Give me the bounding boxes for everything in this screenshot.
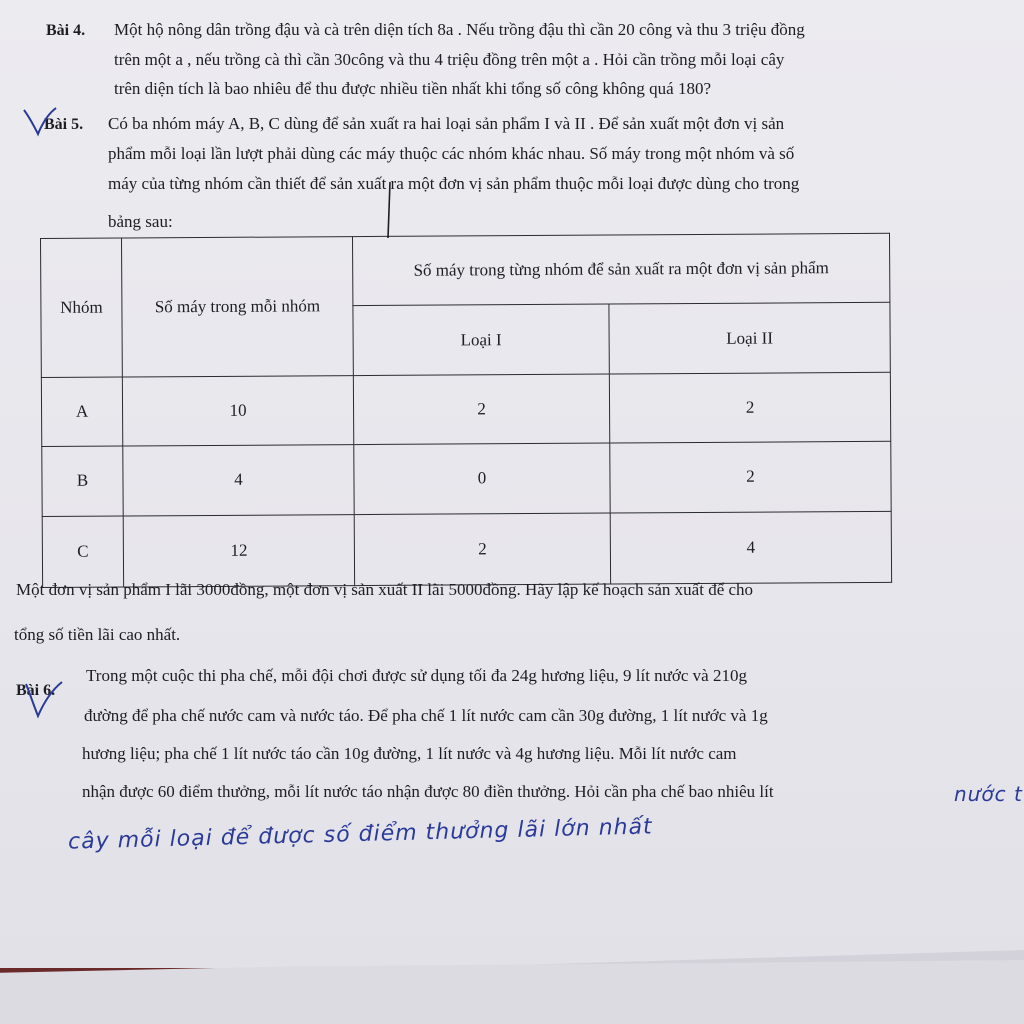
problem-6-line-2: đường để pha chế nước cam và nước táo. Để pha chế 1 lít nước cam cần 30g đường, 1 lít nước và 1g bbox=[84, 706, 768, 725]
cell-group: A bbox=[41, 377, 122, 447]
problem-6-label: Bài 6. bbox=[16, 682, 56, 699]
problem-5-line-4: bảng sau: bbox=[108, 212, 173, 231]
header-per-unit: Số máy trong từng nhóm để sản xuất ra một đơn vị sản phẩm bbox=[352, 233, 889, 306]
problem-5-profit-line-1: Một đơn vị sản phẩm I lãi 3000đồng, một đơn vị sản xuất II lãi 5000đồng. Hãy lập kế hoạch sản xuất để cho bbox=[16, 580, 754, 599]
cell-type-1: 2 bbox=[354, 513, 610, 586]
header-group: Nhóm bbox=[41, 238, 123, 377]
cell-machines: 4 bbox=[123, 445, 354, 516]
machine-table bbox=[40, 233, 892, 588]
problem-5-line-1: Có ba nhóm máy A, B, C dùng để sản xuất ra hai loại sản phẩm I và II . Để sản xuất một đơn vị sản bbox=[108, 114, 785, 133]
cell-group: B bbox=[42, 446, 123, 516]
header-type-2: Loại II bbox=[609, 303, 890, 374]
problem-5-label: Bài 5. bbox=[44, 116, 84, 133]
problem-4-line-1: Một hộ nông dân trồng đậu và cà trên diện tích 8a . Nếu trồng đậu thì cần 20 công và thu 3 triệu đồng bbox=[114, 20, 805, 39]
header-machines: Số máy trong mỗi nhóm bbox=[122, 237, 354, 377]
problem-5-line-2: phẩm mỗi loại lần lượt phải dùng các máy thuộc các nhóm khác nhau. Số máy trong một nhóm và số bbox=[108, 144, 795, 163]
table-row bbox=[42, 511, 891, 588]
cell-type-2: 2 bbox=[609, 372, 890, 443]
header-type-1: Loại I bbox=[353, 304, 609, 375]
pen-stroke-icon bbox=[384, 180, 394, 240]
problem-4-label: Bài 4. bbox=[46, 22, 86, 39]
problem-4-line-3: trên diện tích là bao nhiêu để thu được nhiều tiền nhất khi tổng số công không quá 180? bbox=[114, 79, 712, 98]
cell-machines: 10 bbox=[122, 375, 353, 446]
table-row bbox=[41, 372, 890, 447]
problem-4-line-2: trên một a , nếu trồng cà thì cần 30công và thu 4 triệu đồng trên một a . Hỏi cần trồng mỗi loại cây bbox=[114, 50, 785, 69]
cell-group: C bbox=[42, 516, 123, 588]
check-mark-icon bbox=[20, 676, 66, 720]
problem-5-line-3: máy của từng nhóm cần thiết để sản xuất ra một đơn vị sản phẩm thuộc mỗi loại được dùng cho trong bbox=[108, 174, 800, 193]
problem-6-line-3: hương liệu; pha chế 1 lít nước táo cần 10g đường, 1 lít nước và 4g hương liệu. Mỗi lít nước cam bbox=[82, 744, 737, 763]
cell-machines: 12 bbox=[123, 514, 354, 587]
cell-type-2: 4 bbox=[610, 511, 891, 584]
handwritten-note-continuation: nước t bbox=[954, 782, 1023, 806]
cell-type-2: 2 bbox=[610, 441, 891, 512]
cell-type-1: 0 bbox=[354, 443, 610, 514]
cell-type-1: 2 bbox=[353, 374, 609, 445]
problem-6-line-1: Trong một cuộc thi pha chế, mỗi đội chơi được sử dụng tối đa 24g hương liệu, 9 lít nước và 210g bbox=[86, 666, 747, 685]
problem-5-profit-line-2: tổng số tiền lãi cao nhất. bbox=[14, 625, 181, 644]
table-row bbox=[42, 441, 891, 516]
problem-6-line-4: nhận được 60 điểm thưởng, mỗi lít nước táo nhận được 80 điền thưởng. Hỏi cần pha chế bao nhiêu lít bbox=[82, 782, 774, 801]
underlying-sheet-edge bbox=[0, 960, 1024, 1024]
handwritten-note: cây mỗi loại để được số điểm thưởng lãi lớn nhất bbox=[67, 814, 653, 855]
check-mark-icon bbox=[20, 104, 60, 140]
